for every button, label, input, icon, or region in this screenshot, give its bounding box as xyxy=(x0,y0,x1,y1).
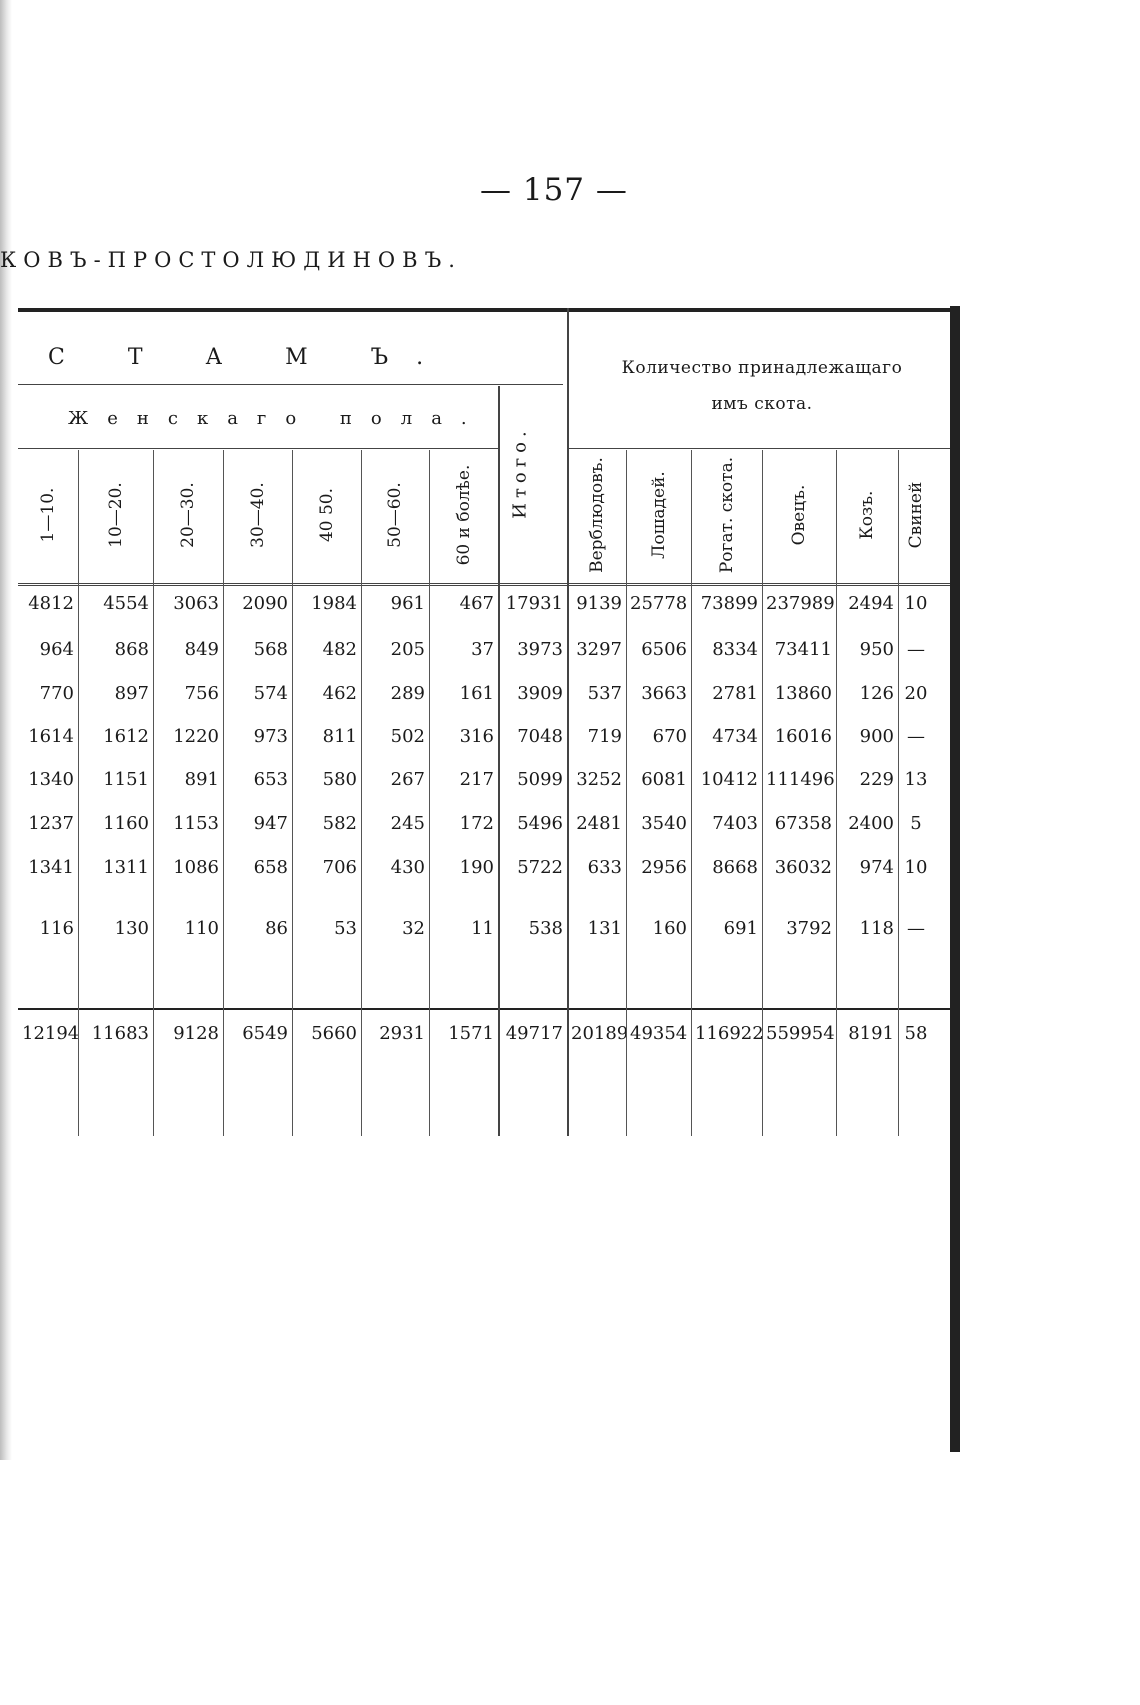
table-cell: 16016 xyxy=(774,726,832,747)
table-cell: 537 xyxy=(587,683,622,704)
page-binding-shadow xyxy=(0,0,12,1460)
header-group-female: Женскаго пола. xyxy=(68,408,486,429)
table-cell: 111496 xyxy=(766,769,835,790)
table-cell: 1160 xyxy=(103,813,149,834)
table-cell: 2090 xyxy=(242,593,288,614)
table-cell: 4734 xyxy=(712,726,758,747)
table-cell: 6506 xyxy=(641,639,687,660)
table-cell: 229 xyxy=(859,769,894,790)
table-cell: 20 xyxy=(904,683,928,704)
page-number: — 157 — xyxy=(480,172,628,208)
table-cell: 32 xyxy=(402,918,425,939)
table-cell: 706 xyxy=(322,857,357,878)
table-cell: 964 xyxy=(39,639,74,660)
column-divider xyxy=(429,450,430,1136)
table-cell: 1341 xyxy=(28,857,74,878)
table-cell: 719 xyxy=(587,726,622,747)
table-cell: 633 xyxy=(587,857,622,878)
column-header: Лошадей. xyxy=(648,471,669,559)
page-title: КОВЪ-ПРОСТОЛЮДИНОВЪ. xyxy=(0,248,462,272)
table-cell: 73899 xyxy=(700,593,758,614)
total-cell: 49717 xyxy=(505,1023,563,1044)
table-cell: 2781 xyxy=(712,683,758,704)
table-cell: 582 xyxy=(322,813,357,834)
table-cell: 4554 xyxy=(103,593,149,614)
table-cell: 10 xyxy=(904,593,928,614)
total-cell: 559954 xyxy=(766,1023,835,1044)
table-cell: 289 xyxy=(390,683,425,704)
column-header: 50—60. xyxy=(385,482,405,548)
table-cell: 1984 xyxy=(311,593,357,614)
column-divider xyxy=(898,450,899,1136)
table-cell: 237989 xyxy=(766,593,835,614)
header-total: Итого. xyxy=(509,426,531,519)
table-cell: 2481 xyxy=(576,813,622,834)
rule-totals xyxy=(18,1008,950,1010)
table-cell: 1612 xyxy=(103,726,149,747)
table-cell: 1220 xyxy=(173,726,219,747)
table-cell: — xyxy=(907,639,925,660)
table-cell: 4812 xyxy=(28,593,74,614)
rule-header-bottom xyxy=(18,583,950,586)
table-cell: — xyxy=(907,726,925,747)
table-cell: 580 xyxy=(322,769,357,790)
table-cell: 658 xyxy=(253,857,288,878)
total-cell: 58 xyxy=(904,1023,928,1044)
table-cell: 110 xyxy=(184,918,219,939)
table-cell: 1340 xyxy=(28,769,74,790)
table-cell: 7048 xyxy=(517,726,563,747)
table-cell: 205 xyxy=(390,639,425,660)
table-cell: 770 xyxy=(39,683,74,704)
table-cell: 161 xyxy=(459,683,494,704)
total-cell: 6549 xyxy=(242,1023,288,1044)
column-header: 60 и болѣе. xyxy=(453,464,474,566)
table-cell: 670 xyxy=(652,726,687,747)
column-divider xyxy=(78,450,79,1136)
table-cell: 974 xyxy=(859,857,894,878)
table-cell: 67358 xyxy=(774,813,832,834)
column-divider xyxy=(836,450,837,1136)
table-cell: 961 xyxy=(390,593,425,614)
table-cell: 11 xyxy=(471,918,494,939)
column-header: 30—40. xyxy=(247,482,268,548)
table-cell: 430 xyxy=(390,857,425,878)
table-cell: 10412 xyxy=(700,769,758,790)
column-header: 20—30. xyxy=(178,482,198,548)
rule-header-sub xyxy=(18,448,498,449)
total-cell: 20189 xyxy=(571,1023,629,1044)
table-cell: 316 xyxy=(459,726,494,747)
rule-header-female xyxy=(18,384,563,385)
table-cell: 947 xyxy=(253,813,288,834)
rule-top xyxy=(18,308,950,312)
table-cell: 5099 xyxy=(517,769,563,790)
table-cell: 756 xyxy=(184,683,219,704)
table-cell: 190 xyxy=(459,857,494,878)
table-cell: 482 xyxy=(322,639,357,660)
table-cell: 538 xyxy=(528,918,563,939)
table-cell: 8668 xyxy=(712,857,758,878)
table-cell: 3297 xyxy=(576,639,622,660)
table-cell: 3909 xyxy=(517,683,563,704)
total-cell: 11683 xyxy=(91,1023,149,1044)
table-cell: 267 xyxy=(390,769,425,790)
table-cell: 950 xyxy=(859,639,894,660)
table-cell: 1153 xyxy=(173,813,219,834)
table-cell: 3252 xyxy=(576,769,622,790)
table-cell: 5496 xyxy=(517,813,563,834)
table-cell: 13860 xyxy=(774,683,832,704)
table-cell: 574 xyxy=(253,683,288,704)
column-divider xyxy=(223,450,224,1136)
table-cell: 53 xyxy=(334,918,357,939)
table-cell: 126 xyxy=(859,683,894,704)
table-cell: 1086 xyxy=(173,857,219,878)
table-cell: 118 xyxy=(859,918,894,939)
column-divider xyxy=(762,450,763,1136)
column-header: 40 50. xyxy=(316,487,337,543)
table-cell: 900 xyxy=(859,726,894,747)
table-cell: 8334 xyxy=(712,639,758,660)
table-cell: 245 xyxy=(390,813,425,834)
header-group-top: С Т А М Ъ. xyxy=(48,345,452,370)
table-cell: 131 xyxy=(587,918,622,939)
table-cell: 25778 xyxy=(630,593,688,614)
table-cell: 37 xyxy=(471,639,494,660)
table-cell: 868 xyxy=(114,639,149,660)
table-cell: 1237 xyxy=(28,813,74,834)
total-cell: 8191 xyxy=(848,1023,894,1044)
table-cell: 568 xyxy=(253,639,288,660)
table-cell: 217 xyxy=(459,769,494,790)
table-cell: 1614 xyxy=(28,726,74,747)
table-cell: 849 xyxy=(184,639,219,660)
table-cell: 6081 xyxy=(641,769,687,790)
table-cell: 891 xyxy=(184,769,219,790)
total-cell: 2931 xyxy=(379,1023,425,1044)
column-header: Свиней xyxy=(906,481,926,549)
column-divider xyxy=(691,450,692,1136)
column-header: Рогат. скота. xyxy=(716,456,737,574)
column-header: 1—10. xyxy=(38,487,58,543)
table-cell: 5722 xyxy=(517,857,563,878)
total-cell: 116922 xyxy=(695,1023,764,1044)
total-cell: 5660 xyxy=(311,1023,357,1044)
table-cell: 811 xyxy=(322,726,357,747)
table-cell: 3792 xyxy=(786,918,832,939)
total-cell: 9128 xyxy=(173,1023,219,1044)
table-cell: 3663 xyxy=(641,683,687,704)
table-cell: 3973 xyxy=(517,639,563,660)
table-cell: 2494 xyxy=(848,593,894,614)
rule-header-livestock xyxy=(567,448,950,449)
table-cell: 1311 xyxy=(103,857,149,878)
column-divider xyxy=(361,450,362,1136)
table-cell: 2400 xyxy=(848,813,894,834)
table-cell: 897 xyxy=(114,683,149,704)
table-cell: 462 xyxy=(322,683,357,704)
column-divider xyxy=(292,450,293,1136)
table-cell: 3063 xyxy=(173,593,219,614)
table-cell: 160 xyxy=(652,918,687,939)
total-cell: 49354 xyxy=(630,1023,688,1044)
column-header: 10—20. xyxy=(105,482,126,548)
total-cell: 1571 xyxy=(448,1023,494,1044)
table-cell: 973 xyxy=(253,726,288,747)
header-livestock: Количество принадлежащаго имъ скота. xyxy=(621,358,903,414)
table-cell: 1151 xyxy=(103,769,149,790)
table-cell: 73411 xyxy=(774,639,832,660)
column-divider xyxy=(567,308,569,1136)
column-divider xyxy=(626,450,627,1136)
table-cell: 9139 xyxy=(576,593,622,614)
table-cell: 172 xyxy=(459,813,494,834)
table-cell: 10 xyxy=(904,857,928,878)
table-cell: 130 xyxy=(114,918,149,939)
table-cell: 17931 xyxy=(505,593,563,614)
table-cell: 7403 xyxy=(712,813,758,834)
column-header: Овецъ. xyxy=(789,484,809,546)
statistics-table xyxy=(18,308,934,1136)
right-border-bar xyxy=(950,306,960,1452)
table-cell: 691 xyxy=(723,918,758,939)
table-cell: 86 xyxy=(265,918,288,939)
table-cell: 502 xyxy=(390,726,425,747)
column-header: Верблюдовъ. xyxy=(586,457,607,573)
table-cell: 2956 xyxy=(641,857,687,878)
column-header: Козъ. xyxy=(857,490,877,540)
table-cell: 467 xyxy=(459,593,494,614)
total-cell: 12194 xyxy=(22,1023,80,1044)
table-cell: 5 xyxy=(910,813,922,834)
table-cell: 13 xyxy=(904,769,928,790)
table-cell: 36032 xyxy=(774,857,832,878)
column-divider xyxy=(498,386,500,1136)
table-cell: 653 xyxy=(253,769,288,790)
table-cell: — xyxy=(907,918,925,939)
table-cell: 116 xyxy=(39,918,74,939)
column-divider xyxy=(153,450,154,1136)
table-cell: 3540 xyxy=(641,813,687,834)
